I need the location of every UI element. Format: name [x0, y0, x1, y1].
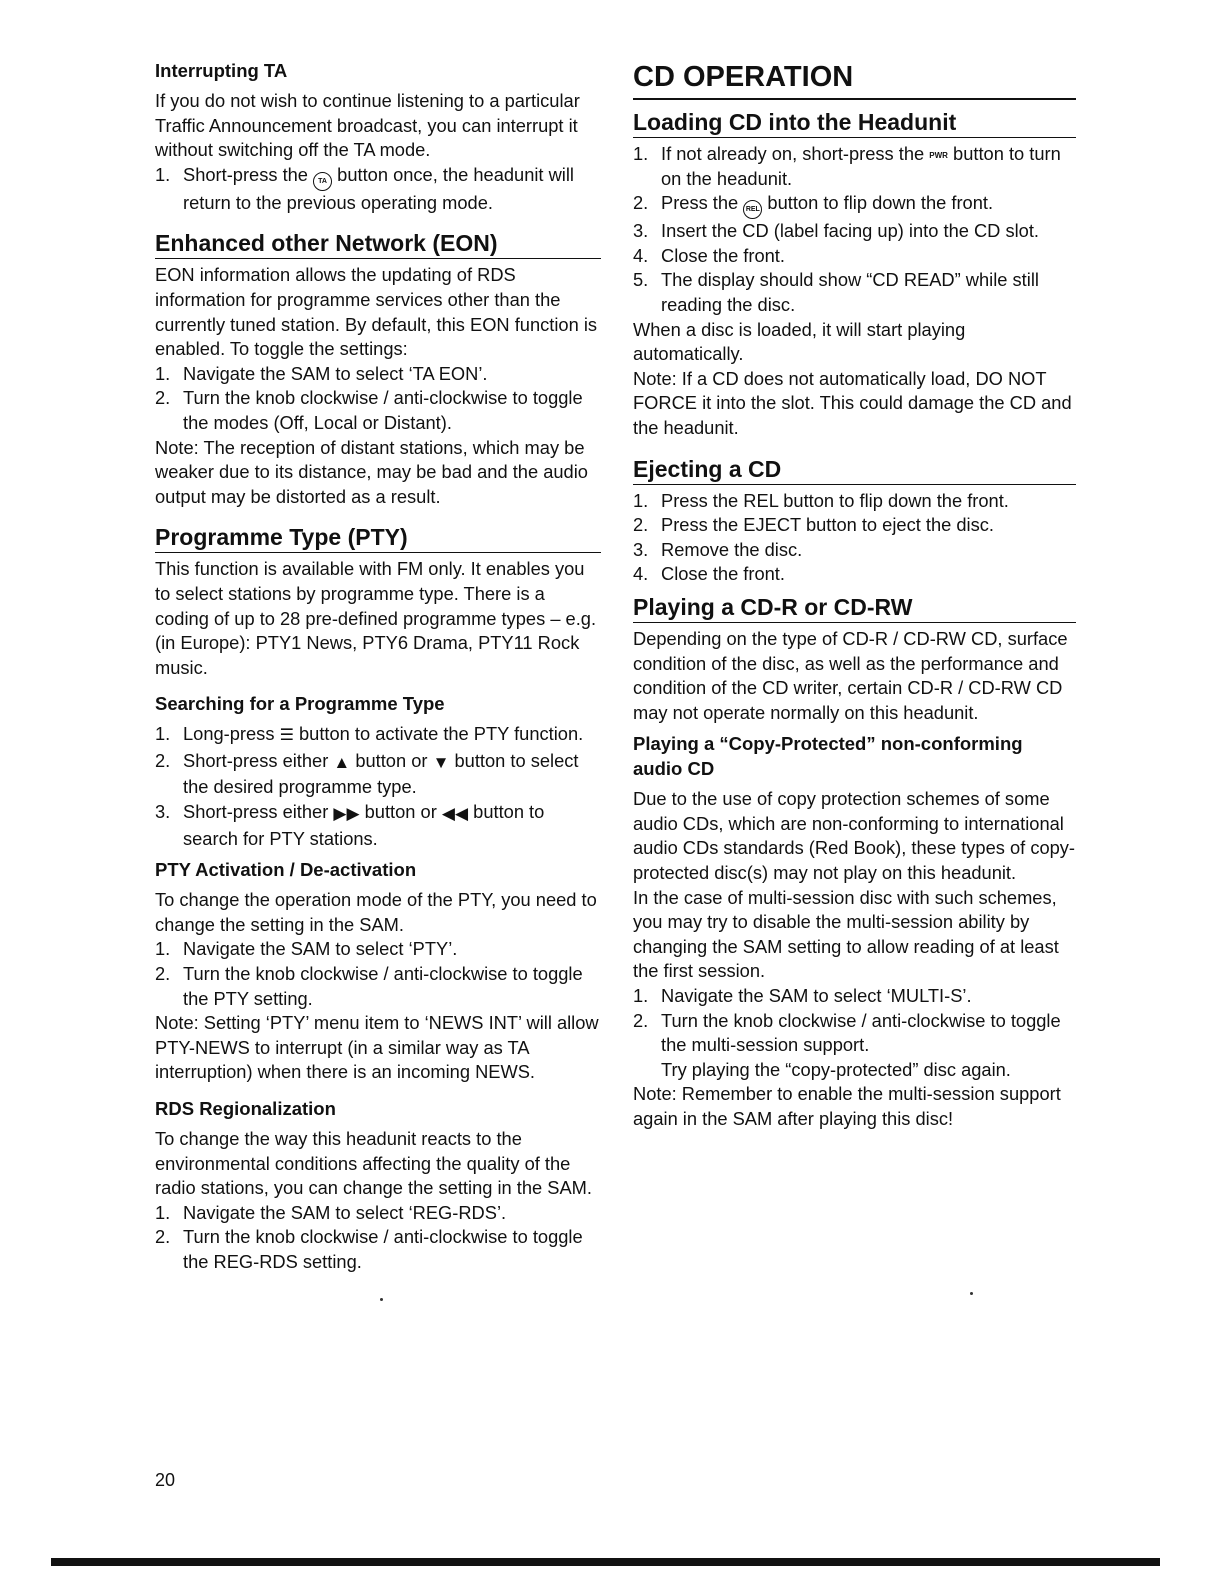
copy-protected-retry: Try playing the “copy-protected” disc again. — [661, 1058, 1011, 1080]
loading-steps — [633, 142, 1076, 318]
down-arrow-icon: ▼ — [432, 752, 450, 772]
list-item: 3. Remove the disc. — [633, 538, 803, 560]
pty-activation-heading: PTY Activation / De-activation — [155, 859, 417, 881]
list-item: 1. Navigate the SAM to select ‘MULTI-S’. — [633, 985, 972, 1007]
list-item: 1. Short-press the TA button once, the headunit will return to the previous operating mode. — [155, 163, 574, 213]
list-item: 2. Turn the knob clockwise / anti-clockwise to toggle the modes (Off, Local or Distant). — [155, 387, 583, 433]
interrupting-ta-steps — [155, 163, 601, 216]
loading-paragraph: When a disc is loaded, it will start playing automatically. — [633, 318, 966, 365]
list-item: 2. Turn the knob clockwise / anti-clockwise to toggle the multi-session support. — [633, 1009, 1061, 1056]
bottom-rule — [51, 1558, 1160, 1566]
playing-heading: Playing a CD-R or CD-RW — [633, 593, 1076, 623]
interrupting-ta-paragraph: If you do not wish to continue listening to a particular Traffic Announcement broadcast, you can interrupt it without switching off the TA mode. — [155, 90, 580, 161]
list-item: 1. Long-press ☰ button to activate the PTY function. — [155, 722, 601, 749]
eon-heading: Enhanced other Network (EON) — [155, 229, 601, 259]
copy-protected-paragraph-2: In the case of multi-session disc with such schemes, you may try to disable the multi-session ability by changing the SAM setting to allow reading of at least the first session. — [633, 886, 1059, 982]
pty-paragraph: This function is available with FM only. It enables you to select stations by programme type. There is a coding of up to 28 pre-defined programme types – e.g. (in Europe): PTY1 News, PTY6 Drama, PTY11 Rock music. — [155, 558, 597, 678]
ejecting-heading: Ejecting a CD — [633, 455, 1076, 485]
pty-activation-steps — [155, 937, 601, 1011]
rds-heading: RDS Regionalization — [155, 1098, 336, 1119]
power-icon: PWR — [929, 151, 948, 160]
interrupting-ta-heading: Interrupting TA — [155, 60, 288, 81]
list-item: 3. Short-press either ▶▶ button or ◀◀ button to search for PTY stations. — [155, 801, 545, 849]
searching-heading: Searching for a Programme Type — [155, 693, 445, 715]
rds-paragraph: To change the way this headunit reacts to the environmental conditions affecting the quality of the radio stations, you can change the setting in the SAM. — [155, 1128, 592, 1199]
pty-activation-note: Note: Setting ‘PTY’ menu item to ‘NEWS INT’ will allow PTY-NEWS to interrupt (in a similar way as TA interruption) when there is an incoming NEWS. — [155, 1012, 599, 1083]
prev-icon: ◀◀ — [441, 804, 469, 824]
scan-speck — [970, 1292, 973, 1295]
page-title: CD OPERATION — [633, 58, 1076, 100]
left-column — [155, 58, 601, 1275]
playing-paragraph: Depending on the type of CD-R / CD-RW CD, surface condition of the disc, as well as the performance and condition of the CD writer, certain CD-R / CD-RW CD may not operate normally on this headunit. — [633, 627, 1068, 723]
pty-list-icon: ☰ — [279, 727, 294, 745]
list-item: 1. Navigate the SAM to select ‘TA EON’. — [155, 362, 488, 384]
rds-steps — [155, 1201, 601, 1275]
pty-heading: Programme Type (PTY) — [155, 523, 601, 553]
list-item: 1. Navigate the SAM to select ‘REG-RDS’. — [155, 1201, 507, 1223]
copy-protected-heading: Playing a “Copy-Protected” non-conforming audio CD — [633, 733, 1023, 780]
list-item: 4. Close the front. — [633, 563, 785, 585]
copy-protected-steps — [633, 984, 1076, 1058]
list-item: 2. Turn the knob clockwise / anti-clockwise to toggle the REG-RDS setting. — [155, 1226, 583, 1272]
loading-note: Note: If a CD does not automatically load, DO NOT FORCE it into the slot. This could damage the CD and the headunit. — [633, 367, 1072, 438]
list-item: 2. Press the REL button to flip down the front. — [633, 191, 1076, 219]
list-item: 1. Navigate the SAM to select ‘PTY’. — [155, 938, 458, 960]
list-item: 1. If not already on, short-press the PWR button to turn on the headunit. — [633, 143, 1061, 189]
scan-speck — [380, 1298, 383, 1301]
list-item: 1. Press the REL button to flip down the front. — [633, 489, 1009, 511]
up-arrow-icon: ▲ — [333, 752, 351, 772]
copy-protected-note: Note: Remember to enable the multi-session support again in the SAM after playing this disc! — [633, 1083, 1061, 1129]
eon-note: Note: The reception of distant stations, which may be weaker due to its distance, may be bad and the audio output may be distorted as a result. — [155, 436, 588, 507]
list-item: 3. Insert the CD (label facing up) into the CD slot. — [633, 220, 1039, 242]
ejecting-steps — [633, 489, 1076, 587]
list-item: 2. Press the EJECT button to eject the disc. — [633, 514, 994, 536]
ta-button-icon: TA — [313, 172, 332, 191]
next-icon: ▶▶ — [333, 804, 360, 824]
rel-button-icon: REL — [743, 200, 762, 219]
page-number: 20 — [155, 1470, 176, 1490]
eon-paragraph: EON information allows the updating of RDS information for programme services other than the currently tuned station. By default, this EON function is enabled. To toggle the settings: — [155, 264, 598, 360]
copy-protected-paragraph-1: Due to the use of copy protection schemes of some audio CDs, which are non-conforming to international audio CDs standards (Red Book), these types of copy-protected disc(s) may not play on this headunit. — [633, 788, 1076, 884]
right-column — [633, 58, 1076, 1132]
list-item: 2. Short-press either ▲ button or ▼ button to select the desired programme type. — [155, 749, 579, 798]
searching-steps — [155, 722, 601, 851]
eon-steps — [155, 362, 601, 436]
pty-activation-paragraph: To change the operation mode of the PTY, you need to change the setting in the SAM. — [155, 889, 597, 935]
list-item: 4. Close the front. — [633, 244, 785, 266]
loading-heading: Loading CD into the Headunit — [633, 108, 1076, 138]
list-item: 5. The display should show “CD READ” while still reading the disc. — [633, 269, 1039, 315]
list-item: 2. Turn the knob clockwise / anti-clockwise to toggle the PTY setting. — [155, 963, 583, 1009]
